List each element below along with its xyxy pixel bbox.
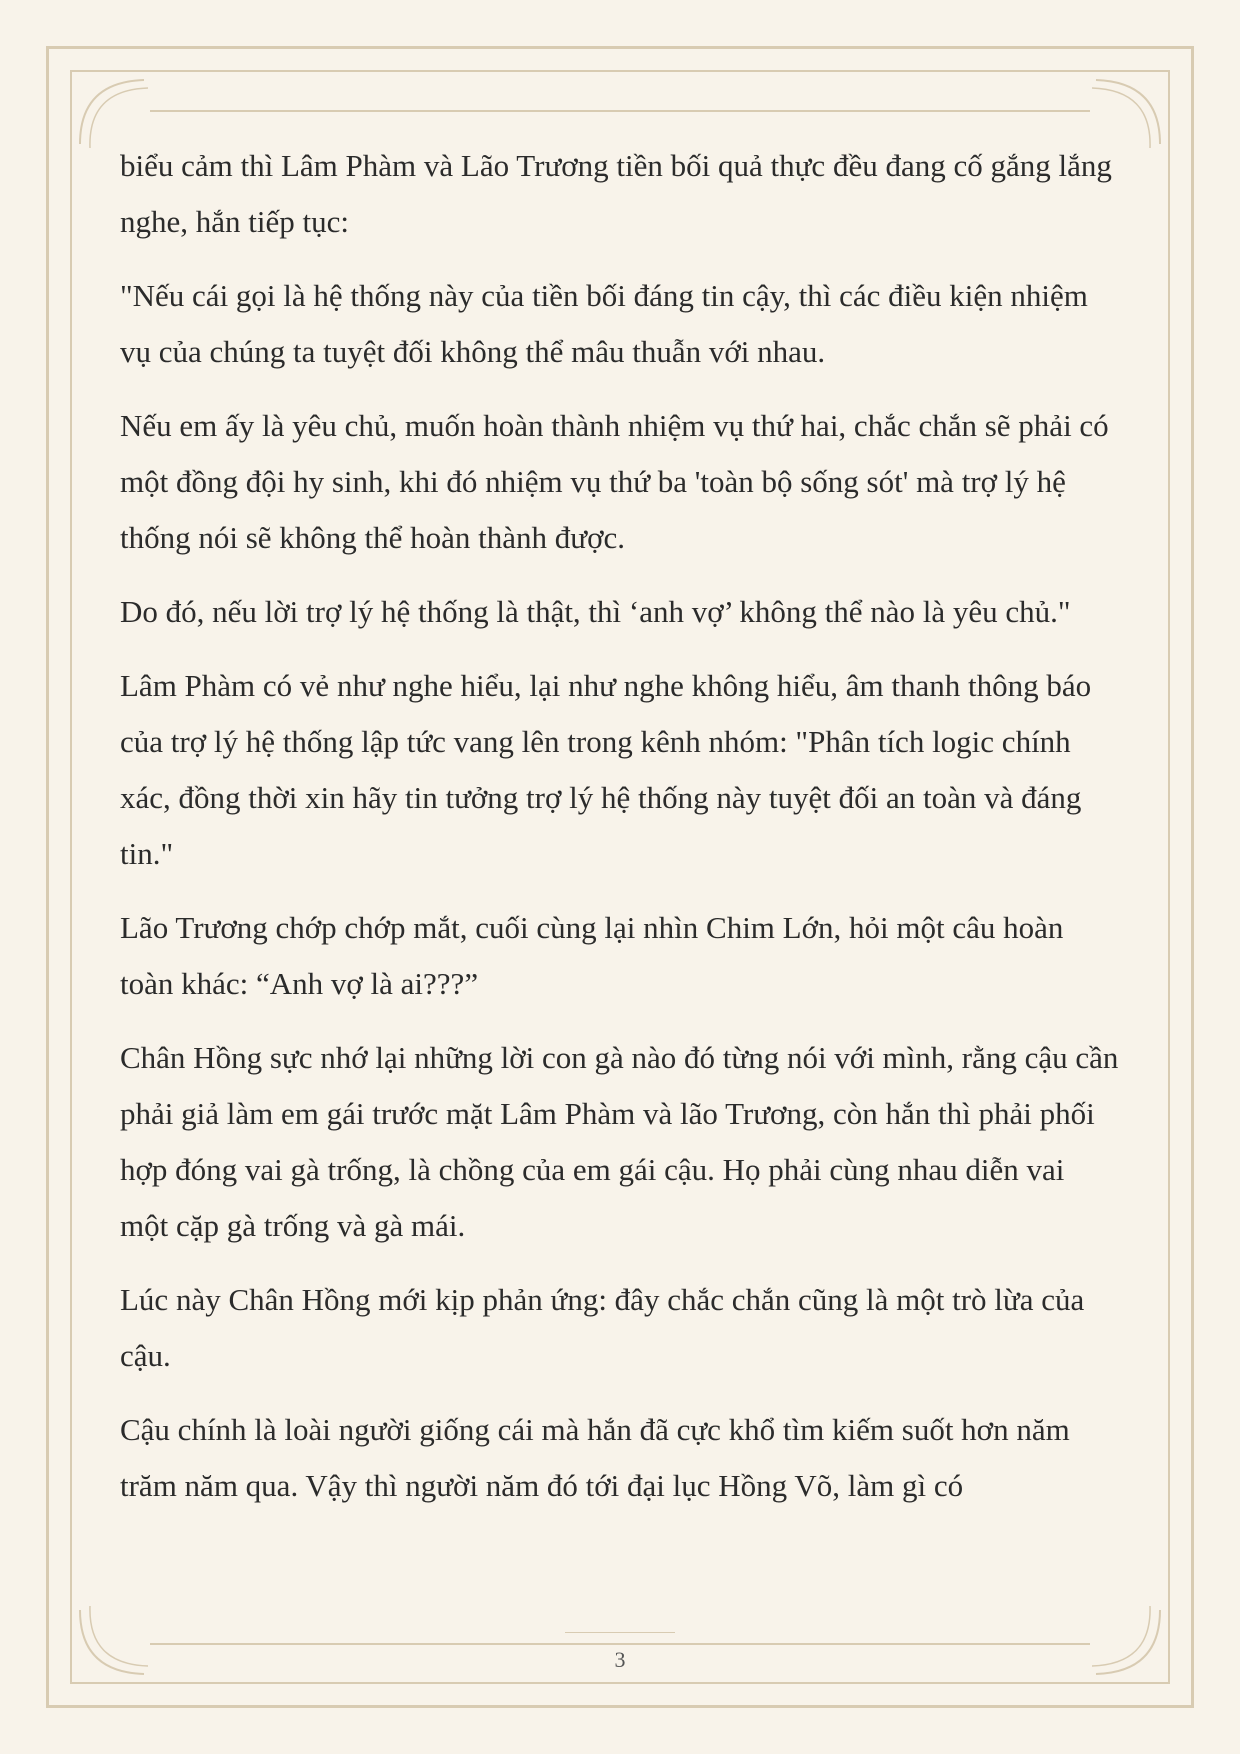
paragraph-3: Nếu em ấy là yêu chủ, muốn hoàn thành nhiệm vụ thứ hai, chắc chắn sẽ phải có một đồng đội hy sinh, khi đó nhiệm vụ thứ ba 'toàn bộ sống sót' mà trợ lý hệ thống nói sẽ không thể hoàn thành được. [120, 408, 1109, 555]
page-number: 3 [614, 1647, 626, 1672]
paragraph-2: "Nếu cái gọi là hệ thống này của tiền bối đáng tin cậy, thì các điều kiện nhiệm vụ của chúng ta tuyệt đối không thể mâu thuẫn với nhau. [120, 278, 1088, 369]
footer-rule [150, 1643, 1090, 1645]
paragraph-5: Lâm Phàm có vẻ như nghe hiểu, lại như nghe không hiểu, âm thanh thông báo của trợ lý hệ thống lập tức vang lên trong kênh nhóm: "Phân tích logic chính xác, đồng thời xin hãy tin tưởng trợ lý hệ thống này tuyệt đối an toàn và đáng tin." [120, 668, 1092, 871]
paragraph-1: biểu cảm thì Lâm Phàm và Lão Trương tiền bối quả thực đều đang cố gắng lắng nghe, hắn tiếp tục: [120, 148, 1112, 239]
header-rule [150, 110, 1090, 112]
page-content [120, 138, 1120, 1532]
paragraph-8: Lúc này Chân Hồng mới kịp phản ứng: đây chắc chắn cũng là một trò lừa của cậu. [120, 1282, 1085, 1373]
paragraph-7: Chân Hồng sực nhớ lại những lời con gà nào đó từng nói với mình, rằng cậu cần phải giả làm em gái trước mặt Lâm Phàm và lão Trương, còn hắn thì phải phối hợp đóng vai gà trống, là chồng của em gái cậu. Họ phải cùng nhau diễn vai một cặp gà trống và gà mái. [120, 1040, 1119, 1243]
paragraph-6: Lão Trương chớp chớp mắt, cuối cùng lại nhìn Chim Lớn, hỏi một câu hoàn toàn khác: “Anh vợ là ai???” [120, 910, 1064, 1001]
paragraph-4: Do đó, nếu lời trợ lý hệ thống là thật, thì ‘anh vợ’ không thể nào là yêu chủ." [120, 594, 1071, 629]
paragraph-9: Cậu chính là loài người giống cái mà hắn đã cực khổ tìm kiếm suốt hơn năm trăm năm qua. Vậy thì người năm đó tới đại lục Hồng Võ, làm gì có [120, 1412, 1070, 1503]
footer-short-rule [565, 1632, 675, 1633]
